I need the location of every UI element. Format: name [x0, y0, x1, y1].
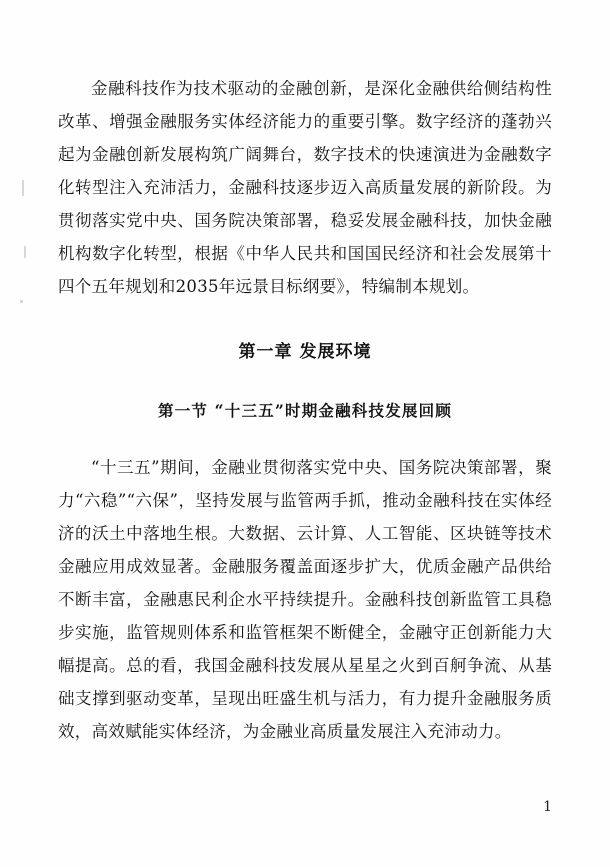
scan-artifact-dot	[20, 300, 23, 303]
chapter-heading: 第一章 发展环境	[238, 342, 372, 362]
intro-paragraph: 金融科技作为技术驱动的金融创新，是深化金融供给侧结构性改革、增强金融服务实体经济能力的重要引擎。数字经济的蓬勃兴起为金融创新发展构筑广阔舞台，数字技术的快速演进为金融数字化转型注入充沛活力，金融科技逐步迈入高质量发展的新阶段。为贯彻落实党中央、国务院决策部署，稳妥发展金融科技，加快金融机构数字化转型，根据《中华人民共和国国民经济和社会发展第十四个五年规划和2035年远景目标纲要》，特编制本规划。	[58, 79, 552, 296]
scan-artifact-mark	[24, 246, 26, 258]
section-paragraph: “十三五”期间，金融业贯彻落实党中央、国务院决策部署，聚力“六稳”“六保”，坚持发展与监管两手抓，推动金融科技在实体经济的沃土中落地生根。大数据、云计算、人工智能、区块链等技术金融应用成效显著。金融服务覆盖面逐步扩大，优质金融产品供给不断丰富，金融惠民利企水平持续提升。金融科技创新监管工具稳步实施，监管规则体系和监管框架不断健全，金融守正创新能力大幅提高。总的看，我国金融科技发展从星星之火到百舸争流、从基础支撑到驱动变革，呈现出旺盛生机与活力，有力提升金融服务质效，高效赋能实体经济，为金融业高质量发展注入充沛动力。	[58, 458, 552, 741]
page-number: 1	[543, 799, 552, 815]
document-body	[58, 72, 552, 748]
scan-artifact-mark	[22, 180, 24, 196]
section-heading: 第一节 “十三五”时期金融科技发展回顾	[157, 401, 453, 420]
